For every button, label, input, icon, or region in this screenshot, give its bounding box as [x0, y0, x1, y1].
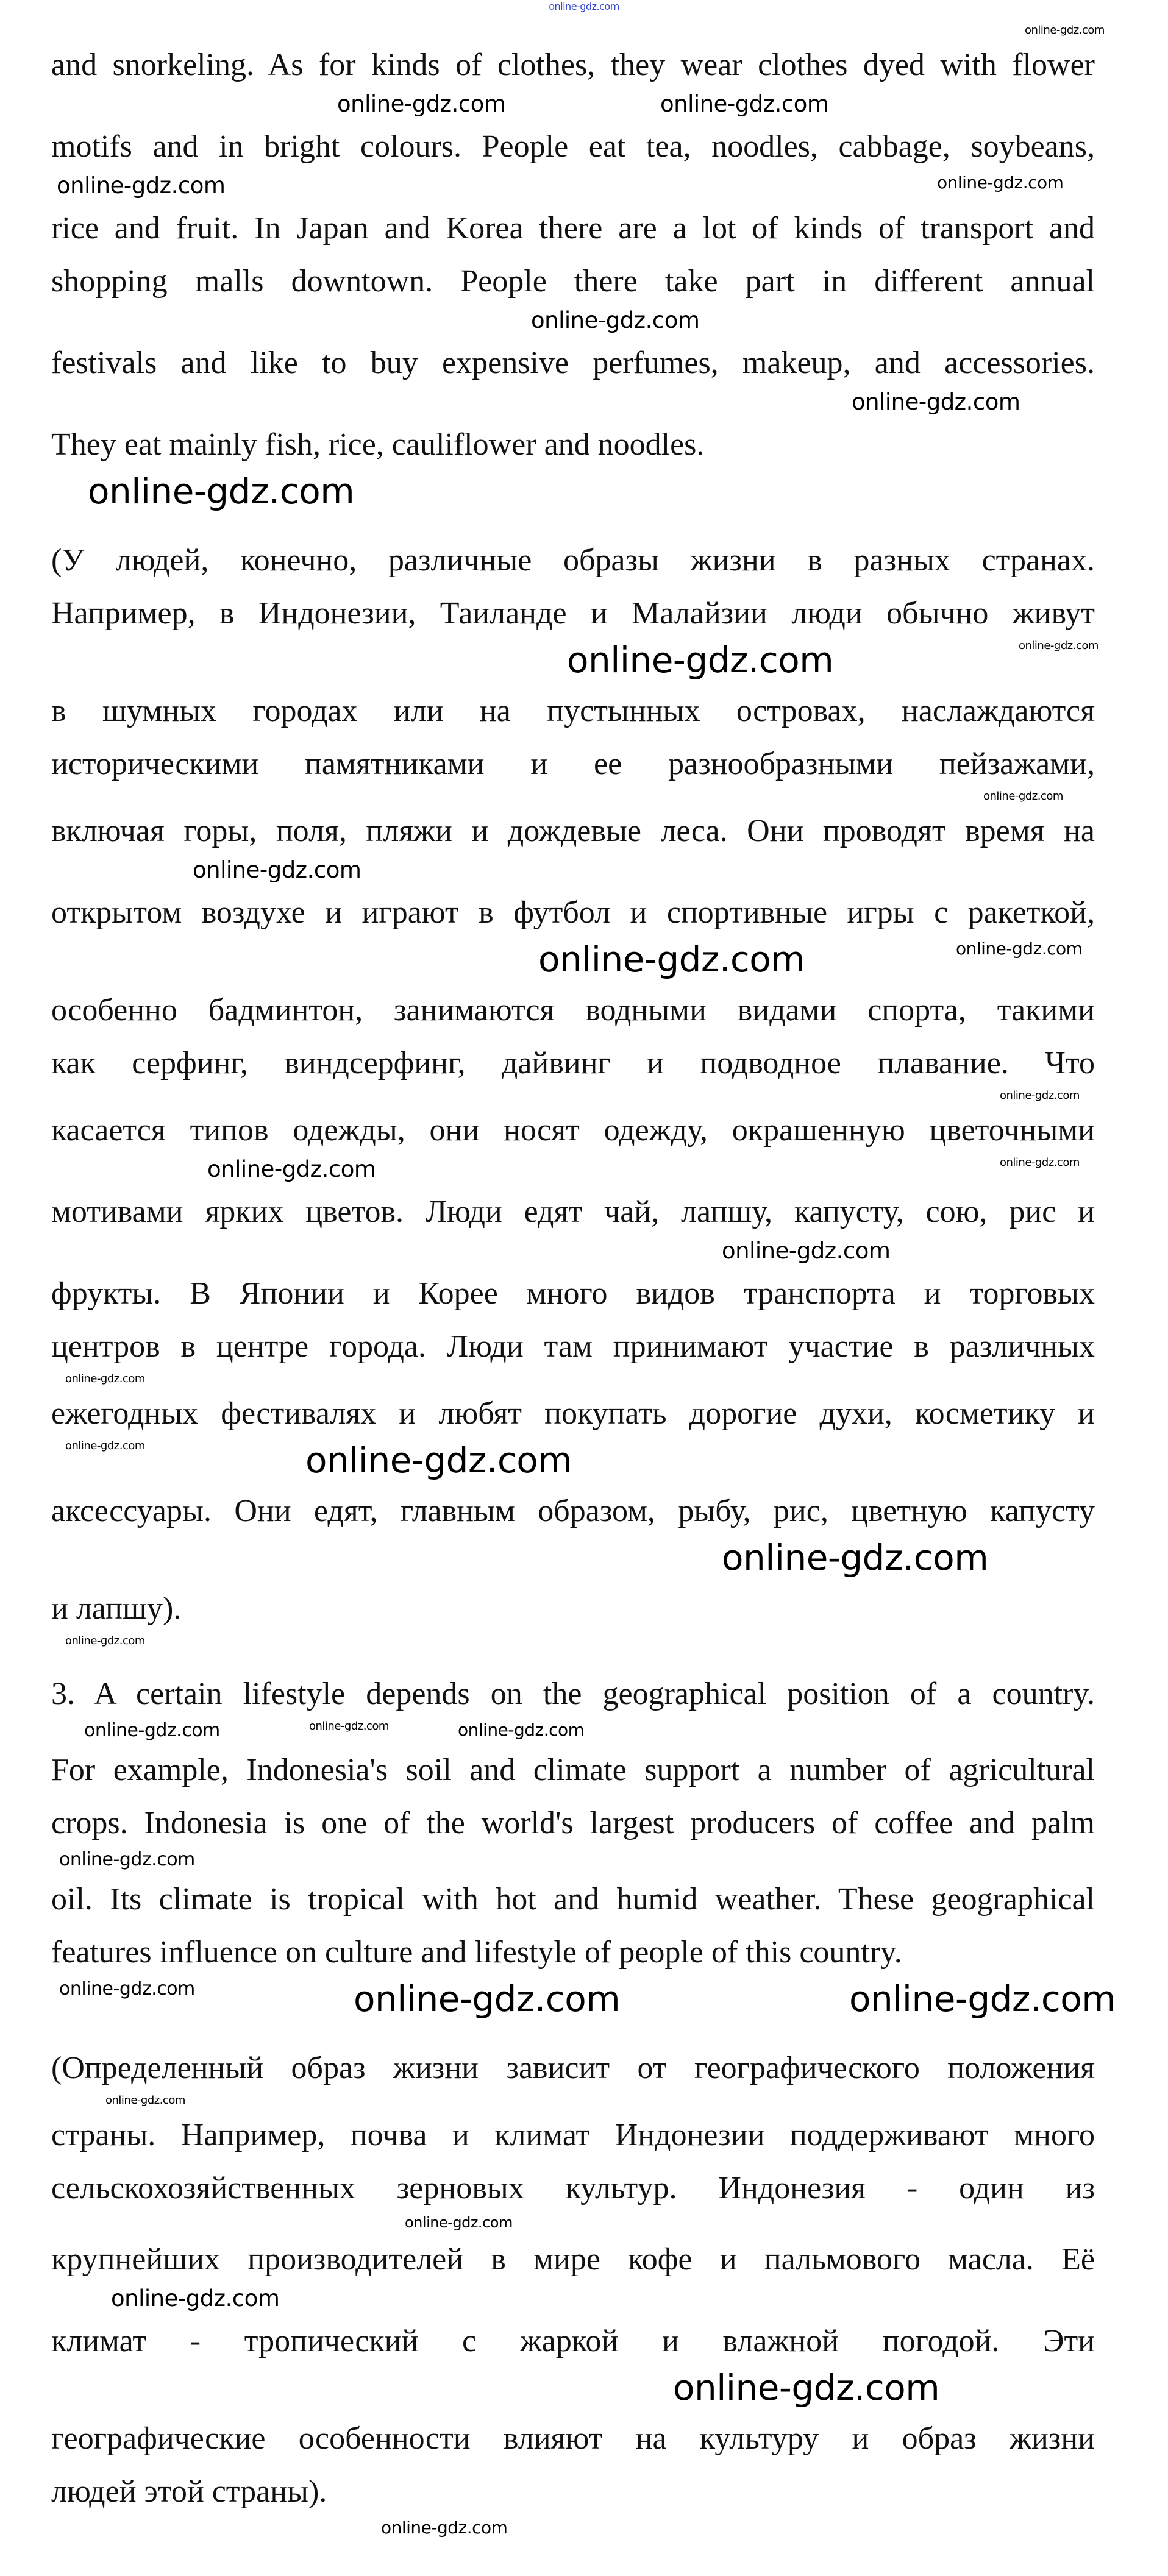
text-line: открытом воздухе и играют в футбол и спортивные игры с ракеткой,: [51, 895, 1095, 930]
watermark-row: [0, 939, 1168, 984]
text-line: oil. Its climate is tropical with hot and humid weather. These geographical: [51, 1882, 1095, 1917]
text-line: страны. Например, почва и климат Индонезии поддерживают много: [51, 2118, 1095, 2152]
text-line: They eat mainly fish, rice, cauliflower and noodles.: [51, 427, 705, 462]
watermark: online-gdz.com: [849, 1978, 1116, 2020]
text-line: аксессуары. Они едят, главным образом, рыбу, рис, цветную капусту: [51, 1494, 1095, 1528]
watermark-row: [0, 1720, 1168, 1744]
text-line: 3. A certain lifestyle depends on the geographical position of a country.: [51, 1677, 1095, 1711]
text-line: мотивами ярких цветов. Люди едят чай, лапшу, капусту, сою, рис и: [51, 1194, 1095, 1229]
watermark-row: [0, 1440, 1168, 1485]
watermark: online-gdz.com: [1000, 1156, 1080, 1169]
watermark: online-gdz.com: [337, 91, 506, 117]
text-line: климат - тропический с жаркой и влажной погодой. Эти: [51, 2324, 1095, 2358]
watermark-row: [0, 1090, 1168, 1104]
text-line: включая горы, поля, пляжи и дождевые леса. Они проводят время на: [51, 814, 1095, 848]
text-line: features influence on culture and lifestyle of people of this country.: [51, 1935, 902, 1970]
text-line: особенно бадминтон, занимаются водными видами спорта, такими: [51, 993, 1095, 1027]
paragraph-en: [51, 24, 1105, 516]
watermark: online-gdz.com: [983, 790, 1063, 803]
watermark: online-gdz.com: [458, 1720, 585, 1740]
watermark: online-gdz.com: [660, 91, 829, 117]
watermark-row: [0, 1373, 1168, 1387]
text-line: (У людей, конечно, различные образы жизни в разных странах.: [51, 543, 1095, 578]
watermark: online-gdz.com: [852, 389, 1020, 415]
watermark-row: [0, 1979, 1168, 2023]
watermark-row: [0, 2368, 1168, 2412]
watermark-row: [0, 24, 1168, 38]
watermark: online-gdz.com: [105, 2094, 185, 2107]
watermark: online-gdz.com: [567, 639, 834, 681]
text-line: в шумных городах или на пустынных островах, наслаждаются: [51, 694, 1095, 728]
watermark-row: [0, 2518, 1168, 2539]
watermark: online-gdz.com: [381, 2517, 508, 2538]
watermark: online-gdz.com: [207, 1156, 376, 1182]
watermark: online-gdz.com: [405, 2214, 513, 2231]
paragraph-en: [51, 1667, 1116, 2023]
watermark: online-gdz.com: [956, 939, 1083, 959]
watermark-row: [0, 389, 1168, 418]
text-line: географические особенности влияют на культуру и образ жизни: [51, 2421, 1095, 2456]
text-line: сельскохозяйственных зерновых культур. Индонезия - один из: [51, 2171, 1095, 2205]
watermark: online-gdz.com: [1025, 24, 1105, 37]
text-line: ежегодных фестивалях и любят покупать дорогие духи, косметику и: [51, 1396, 1095, 1431]
watermark-row: [0, 1850, 1168, 1873]
watermark-row: [0, 857, 1168, 886]
watermark: online-gdz.com: [65, 1634, 145, 1647]
text-line: как серфинг, виндсерфинг, дайвинг и подводное плавание. Что: [51, 1046, 1095, 1080]
watermark-row: [0, 91, 1168, 120]
watermark: online-gdz.com: [59, 1978, 195, 1999]
text-line: motifs and in bright colours. People eat tea, noodles, cabbage, soybeans,: [51, 129, 1095, 164]
text-line: festivals and like to buy expensive perfumes, makeup, and accessories.: [51, 346, 1095, 380]
watermark: online-gdz.com: [65, 1372, 145, 1385]
watermark-row: [0, 1538, 1168, 1582]
watermark: online-gdz.com: [84, 1720, 220, 1741]
watermark-row: [0, 308, 1168, 336]
watermark: online-gdz.com: [309, 1720, 389, 1733]
watermark: online-gdz.com: [65, 1439, 145, 1452]
watermark-row: [0, 640, 1168, 684]
text-line: rice and fruit. In Japan and Korea there are a lot of kinds of transport and: [51, 211, 1095, 246]
watermark-row: [0, 1635, 1168, 1649]
text-line: crops. Indonesia is one of the world's largest producers of coffee and palm: [51, 1806, 1095, 1840]
watermark-row: [0, 790, 1168, 804]
text-line: Например, в Индонезии, Таиланде и Малайзии люди обычно живут: [51, 596, 1095, 631]
watermark-top: online-gdz.com: [549, 1, 619, 12]
watermark: online-gdz.com: [673, 2367, 940, 2408]
watermark: online-gdz.com: [193, 857, 361, 883]
text-line: shopping malls downtown. People there take part in different annual: [51, 264, 1095, 299]
watermark: online-gdz.com: [722, 1537, 989, 1578]
text-line: and snorkeling. As for kinds of clothes, they wear clothes dyed with flower: [51, 48, 1095, 82]
watermark: online-gdz.com: [722, 1238, 891, 1264]
watermark-row: [0, 1157, 1168, 1185]
watermark: online-gdz.com: [1000, 1089, 1080, 1102]
watermark-row: [0, 2095, 1168, 2109]
watermark: online-gdz.com: [57, 172, 226, 199]
text-line: крупнейших производителей в мире кофе и пальмового масла. Её: [51, 2242, 1095, 2277]
watermark: online-gdz.com: [59, 1849, 195, 1870]
watermark-row: [0, 471, 1168, 516]
text-line: (Определенный образ жизни зависит от географического положения: [51, 2051, 1095, 2085]
paragraph-ru: [51, 534, 1099, 1649]
watermark: online-gdz.com: [305, 1439, 572, 1481]
watermark: online-gdz.com: [88, 470, 355, 512]
text-line: центров в центре города. Люди там принимают участие в различных: [51, 1329, 1095, 1364]
text-line: людей этой страны).: [51, 2474, 327, 2509]
watermark: online-gdz.com: [1019, 639, 1099, 652]
text-line: фрукты. В Японии и Корее много видов транспорта и торговых: [51, 1276, 1095, 1311]
text-line: касается типов одежды, они носят одежду, окрашенную цветочными: [51, 1113, 1095, 1148]
text-line: и лапшу).: [51, 1591, 182, 1626]
watermark-row: [0, 1238, 1168, 1267]
watermark-row: [0, 173, 1168, 202]
watermark: online-gdz.com: [531, 307, 700, 333]
text-line: For example, Indonesia's soil and climate support a number of agricultural: [51, 1753, 1095, 1787]
text-line: историческими памятниками и ее разнообразными пейзажами,: [51, 747, 1095, 781]
watermark-row: [0, 2286, 1168, 2315]
paragraph-ru: [51, 2042, 1095, 2539]
watermark: online-gdz.com: [354, 1978, 621, 2020]
watermark: online-gdz.com: [538, 939, 805, 980]
watermark: online-gdz.com: [937, 172, 1064, 193]
watermark: online-gdz.com: [111, 2285, 280, 2312]
watermark-row: [0, 2215, 1168, 2233]
